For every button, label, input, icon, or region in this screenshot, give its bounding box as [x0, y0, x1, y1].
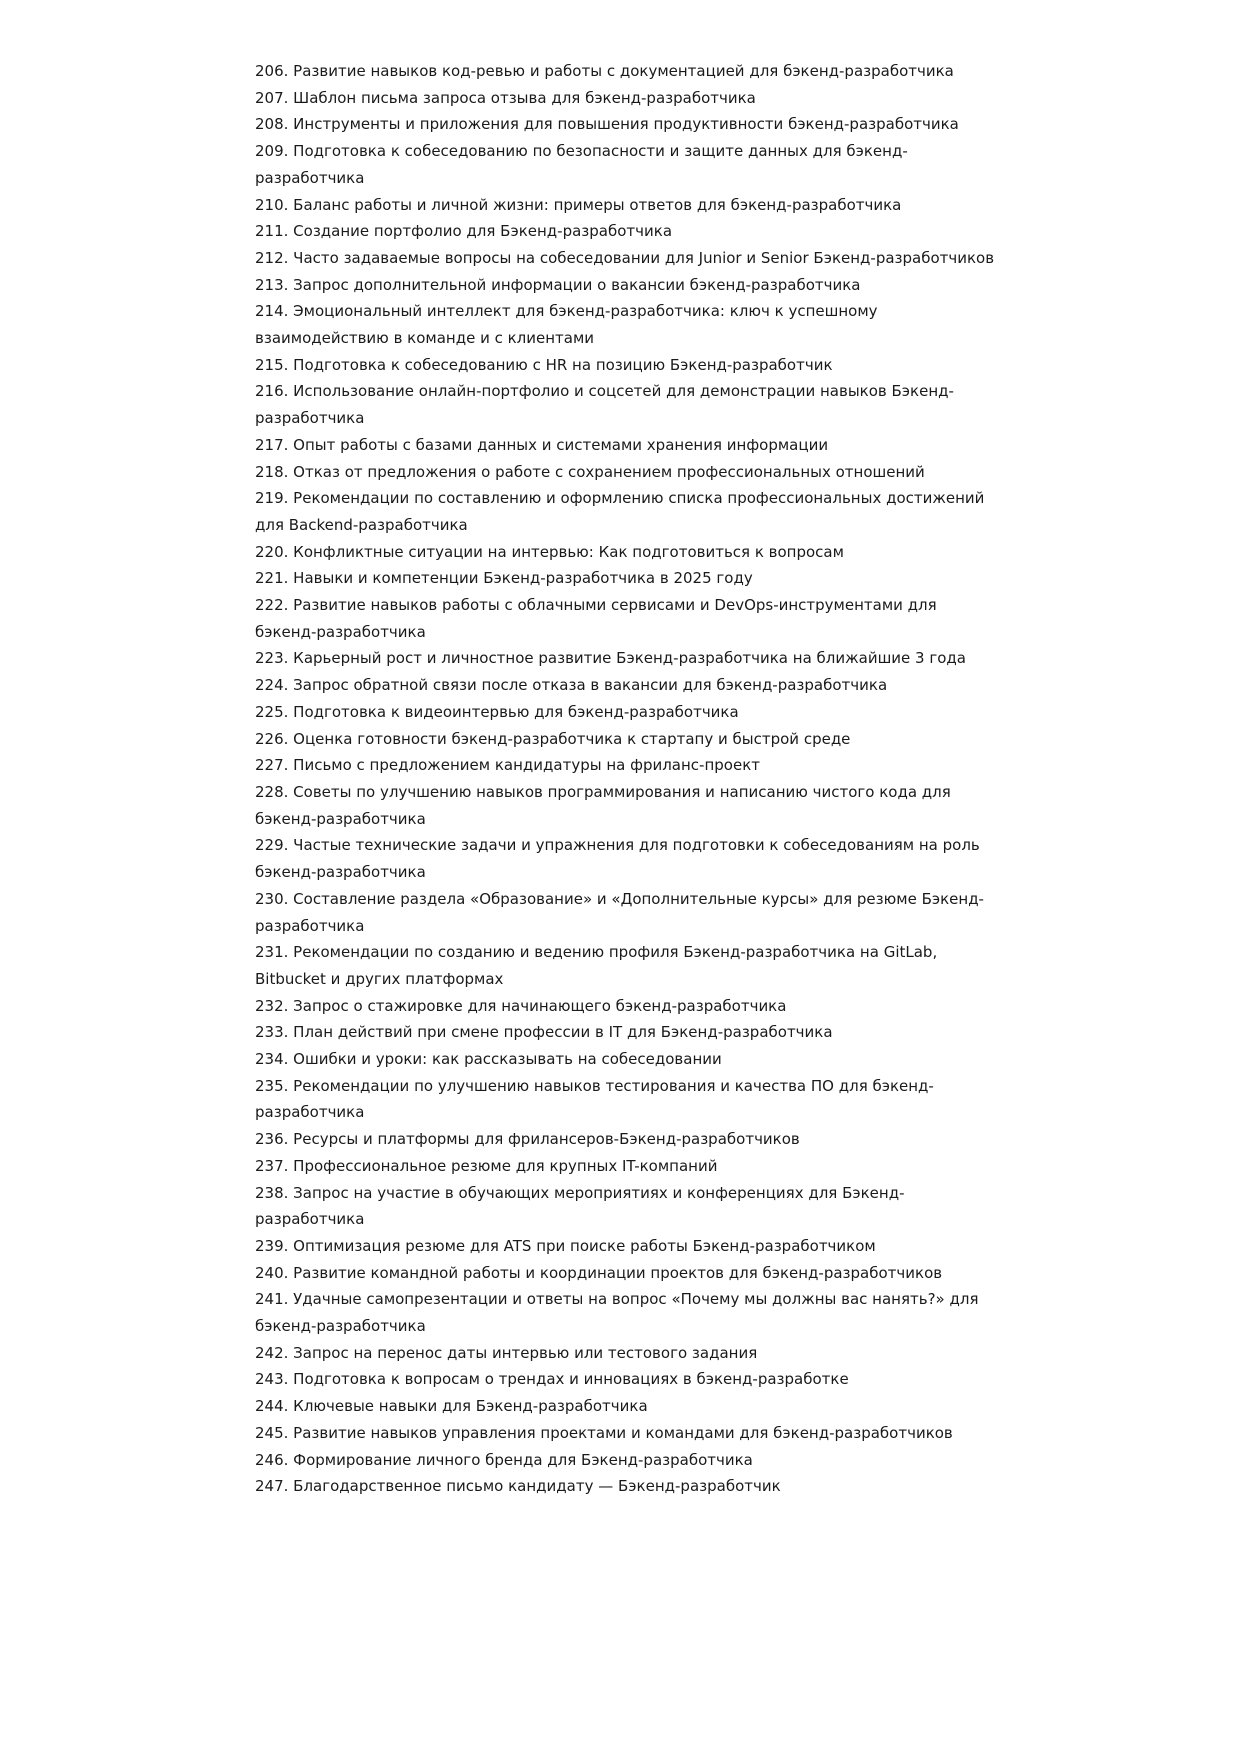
list-item: 240. Развитие командной работы и координации проектов для бэкенд-разработчиков — [255, 1263, 943, 1282]
list-item: 227. Письмо с предложением кандидатуры на фриланс-проект — [255, 756, 760, 775]
list-item: 244. Ключевые навыки для Бэкенд-разработчика — [255, 1397, 648, 1416]
list-item: 228. Советы по улучшению навыков программирования и написанию чистого кода для бэкенд-разработчика — [255, 782, 951, 828]
list-item: 211. Создание портфолио для Бэкенд-разработчика — [255, 222, 673, 241]
list-item: 233. План действий при смене профессии в IT для Бэкенд-разработчика — [255, 1023, 833, 1042]
list-item: 218. Отказ от предложения о работе с сохранением профессиональных отношений — [255, 462, 925, 481]
article-list — [255, 58, 995, 1500]
list-item: 243. Подготовка к вопросам о трендах и инновациях в бэкенд-разработке — [255, 1370, 849, 1389]
list-item: 208. Инструменты и приложения для повышения продуктивности бэкенд-разработчика — [255, 115, 959, 134]
list-item: 229. Частые технические задачи и упражнения для подготовки к собеседованиям на роль бэкенд-разработчика — [255, 836, 980, 882]
list-item: 224. Запрос обратной связи после отказа в вакансии для бэкенд-разработчика — [255, 676, 888, 695]
list-item: 214. Эмоциональный интеллект для бэкенд-разработчика: ключ к успешному взаимодействию в команде и с клиентами — [255, 302, 878, 348]
list-item: 222. Развитие навыков работы с облачными сервисами и DevOps-инструментами для бэкенд-разработчика — [255, 596, 937, 641]
list-item: 246. Формирование личного бренда для Бэкенд-разработчика — [255, 1450, 753, 1469]
list-item: 206. Развитие навыков код-ревью и работы с документацией для бэкенд-разработчика — [255, 62, 954, 80]
list-item: 230. Составление раздела «Образование» и «Дополнительные курсы» для резюме Бэкенд-разработчика — [255, 889, 984, 935]
list-item: 241. Удачные самопрезентации и ответы на вопрос «Почему мы должны вас нанять?» для бэкенд-разработчика — [255, 1290, 979, 1336]
list-item: 247. Благодарственное письмо кандидату — Бэкенд-разработчик — [255, 1477, 781, 1496]
list-item: 225. Подготовка к видеоинтервью для бэкенд-разработчика — [255, 702, 739, 721]
list-item: 209. Подготовка к собеседованию по безопасности и защите данных для бэкенд-разработчика — [255, 142, 908, 187]
list-item: 236. Ресурсы и платформы для фрилансеров-Бэкенд-разработчиков — [255, 1130, 800, 1149]
list-item: 232. Запрос о стажировке для начинающего бэкенд-разработчика — [255, 996, 787, 1015]
list-item: 219. Рекомендации по составлению и оформлению списка профессиональных достижений для Backend-разработчика — [255, 489, 985, 534]
list-item: 242. Запрос на перенос даты интервью или тестового задания — [255, 1343, 758, 1362]
list-item: 215. Подготовка к собеседованию с HR на позицию Бэкенд-разработчик — [255, 355, 833, 374]
list-item: 239. Оптимизация резюме для ATS при поиске работы Бэкенд-разработчиком — [255, 1236, 876, 1255]
list-item: 235. Рекомендации по улучшению навыков тестирования и качества ПО для бэкенд-разработчика — [255, 1076, 934, 1122]
list-item: 237. Профессиональное резюме для крупных IT-компаний — [255, 1156, 718, 1175]
list-item: 221. Навыки и компетенции Бэкенд-разработчика в 2025 году — [255, 569, 753, 588]
list-item: 210. Баланс работы и личной жизни: примеры ответов для бэкенд-разработчика — [255, 195, 902, 214]
list-item: 238. Запрос на участие в обучающих мероприятиях и конференциях для Бэкенд-разработчика — [255, 1183, 905, 1229]
list-item: 234. Ошибки и уроки: как рассказывать на собеседовании — [255, 1050, 722, 1069]
list-item: 213. Запрос дополнительной информации о вакансии бэкенд-разработчика — [255, 275, 861, 294]
list-item: 217. Опыт работы с базами данных и системами хранения информации — [255, 435, 829, 454]
list-item: 245. Развитие навыков управления проектами и командами для бэкенд-разработчиков — [255, 1423, 953, 1442]
list-item: 212. Часто задаваемые вопросы на собеседовании для Junior и Senior Бэкенд-разработчиков — [255, 248, 995, 267]
list-item: 216. Использование онлайн-портфолио и соцсетей для демонстрации навыков Бэкенд-разработчика — [255, 382, 954, 428]
list-item: 207. Шаблон письма запроса отзыва для бэкенд-разработчика — [255, 88, 756, 107]
list-item: 220. Конфликтные ситуации на интервью: Как подготовиться к вопросам — [255, 542, 844, 561]
list-item: 226. Оценка готовности бэкенд-разработчика к стартапу и быстрой среде — [255, 729, 851, 748]
list-item: 231. Рекомендации по созданию и ведению профиля Бэкенд-разработчика на GitLab, Bitbucket и других платформах — [255, 943, 938, 988]
list-item: 223. Карьерный рост и личностное развитие Бэкенд-разработчика на ближайшие 3 года — [255, 649, 966, 668]
